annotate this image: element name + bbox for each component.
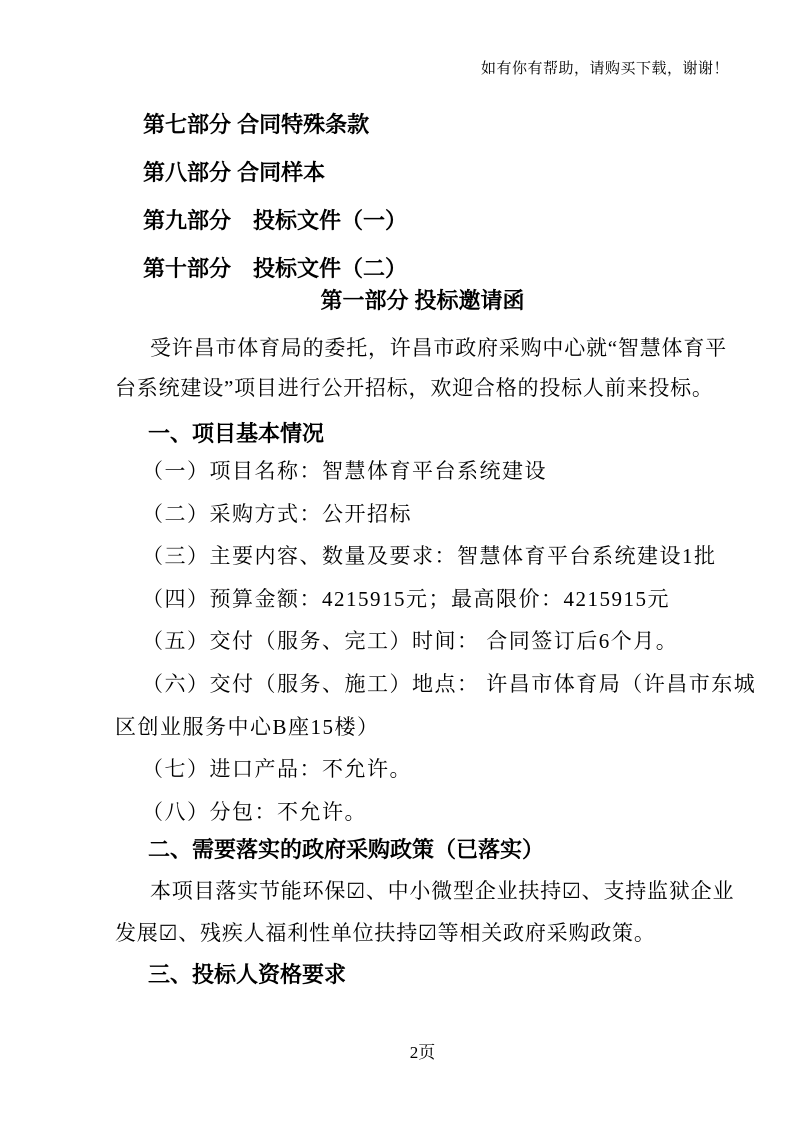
list-item-delivery-place-wrap: 区创业服务中心B座15楼）	[115, 714, 380, 739]
intro-line-2: 台系统建设”项目进行公开招标，欢迎合格的投标人前来投标。	[115, 376, 714, 400]
basic-info-list	[115, 450, 757, 833]
policy-line-2: 发展☑、残疾人福利性单位扶持☑等相关政府采购政策。	[115, 921, 656, 945]
table-of-contents	[143, 101, 407, 293]
list-item-procurement-method: （二）采购方式：公开招标	[142, 501, 412, 526]
heading-qualification: 三、投标人资格要求	[148, 962, 347, 987]
page-number: 2页	[409, 1043, 436, 1062]
toc-item-part9: 第九部分 投标文件（一）	[143, 208, 408, 233]
section-title: 第一部分 投标邀请函	[320, 288, 525, 313]
toc-item-part8: 第八部分 合同样本	[143, 160, 326, 185]
list-item-budget: （四）预算金额：4215915元；最高限价：4215915元	[142, 586, 670, 611]
header-note: 如有你有帮助，请购买下载，谢谢！	[480, 61, 729, 77]
policy-line-1: 本项目落实节能环保☑、中小微型企业扶持☑、支持监狱企业	[150, 879, 735, 903]
list-item-imported-products: （七）进口产品：不允许。	[142, 757, 412, 782]
heading-policy: 二、需要落实的政府采购政策（已落实）	[148, 837, 545, 862]
policy-paragraph	[115, 870, 753, 954]
list-item-delivery-place: （六）交付（服务、施工）地点： 许昌市体育局（许昌市东城	[142, 671, 757, 696]
toc-item-part7: 第七部分 合同特殊条款	[143, 112, 370, 137]
toc-item-part10: 第十部分 投标文件（二）	[143, 256, 408, 281]
intro-line-1: 受许昌市体育局的委托，许昌市政府采购中心就“智慧体育平	[150, 336, 727, 360]
list-item-content-quantity: （三）主要内容、数量及要求：智慧体育平台系统建设1批	[142, 544, 717, 569]
heading-basic-info: 一、项目基本情况	[148, 421, 325, 446]
list-item-subcontract: （八）分包：不允许。	[142, 799, 367, 824]
list-item-delivery-time: （五）交付（服务、完工）时间： 合同签订后6个月。	[142, 629, 679, 654]
list-item-project-name: （一）项目名称：智慧体育平台系统建设	[142, 459, 547, 483]
intro-paragraph	[115, 328, 743, 408]
